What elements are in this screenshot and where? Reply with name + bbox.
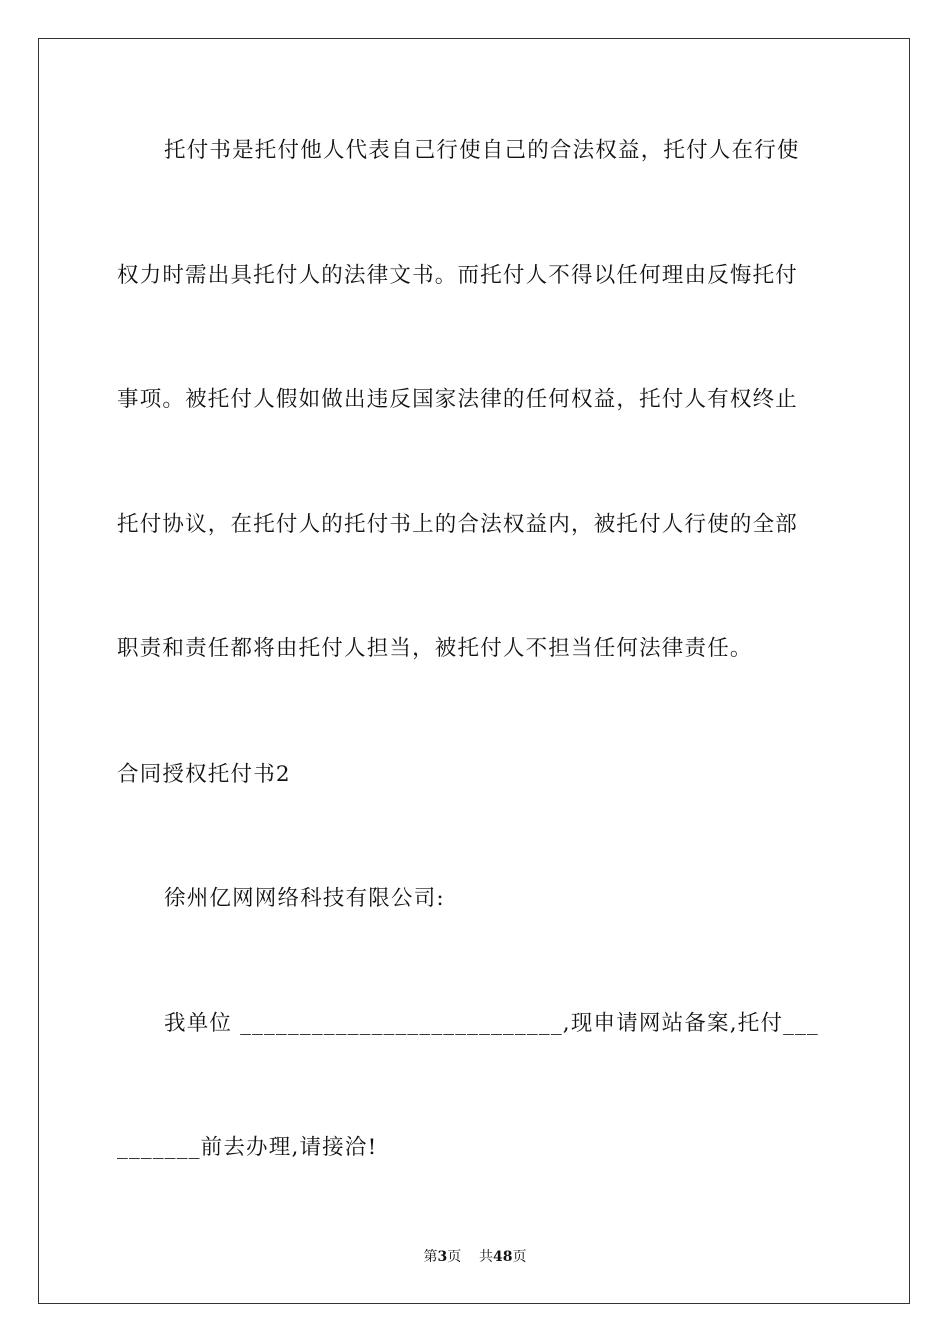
body-line-1: 我单位 ___________________________,现申请网站备案,托付___ [164, 1011, 820, 1036]
footer-total-pages: 48 [493, 1249, 513, 1265]
footer-page-number: 3 [437, 1249, 448, 1265]
footer-page-prefix: 第 [423, 1249, 438, 1265]
page-footer [0, 1248, 950, 1266]
paragraph-line-4: 托付协议，在托付人的托付书上的合法权益内，被托付人行使的全部 [117, 512, 799, 537]
footer-total-prefix: 共 [479, 1249, 494, 1265]
addressee-line: 徐州亿网网络科技有限公司: [164, 886, 445, 911]
body-line-2: _______前去办理,请接洽! [117, 1135, 378, 1160]
paragraph-line-3: 事项。被托付人假如做出违反国家法律的任何权益，托付人有权终止 [117, 387, 799, 412]
footer-page-suffix: 页 [447, 1249, 462, 1265]
paragraph-line-5: 职责和责任都将由托付人担当，被托付人不担当任何法律责任。 [117, 636, 753, 661]
section-heading: 合同授权托付书2 [117, 762, 291, 787]
page-frame [38, 38, 910, 1304]
paragraph-line-1: 托付书是托付他人代表自己行使自己的合法权益，托付人在行使 [164, 138, 800, 163]
paragraph-line-2: 权力时需出具托付人的法律文书。而托付人不得以任何理由反悔托付 [117, 263, 799, 288]
footer-total-suffix: 页 [512, 1249, 527, 1265]
